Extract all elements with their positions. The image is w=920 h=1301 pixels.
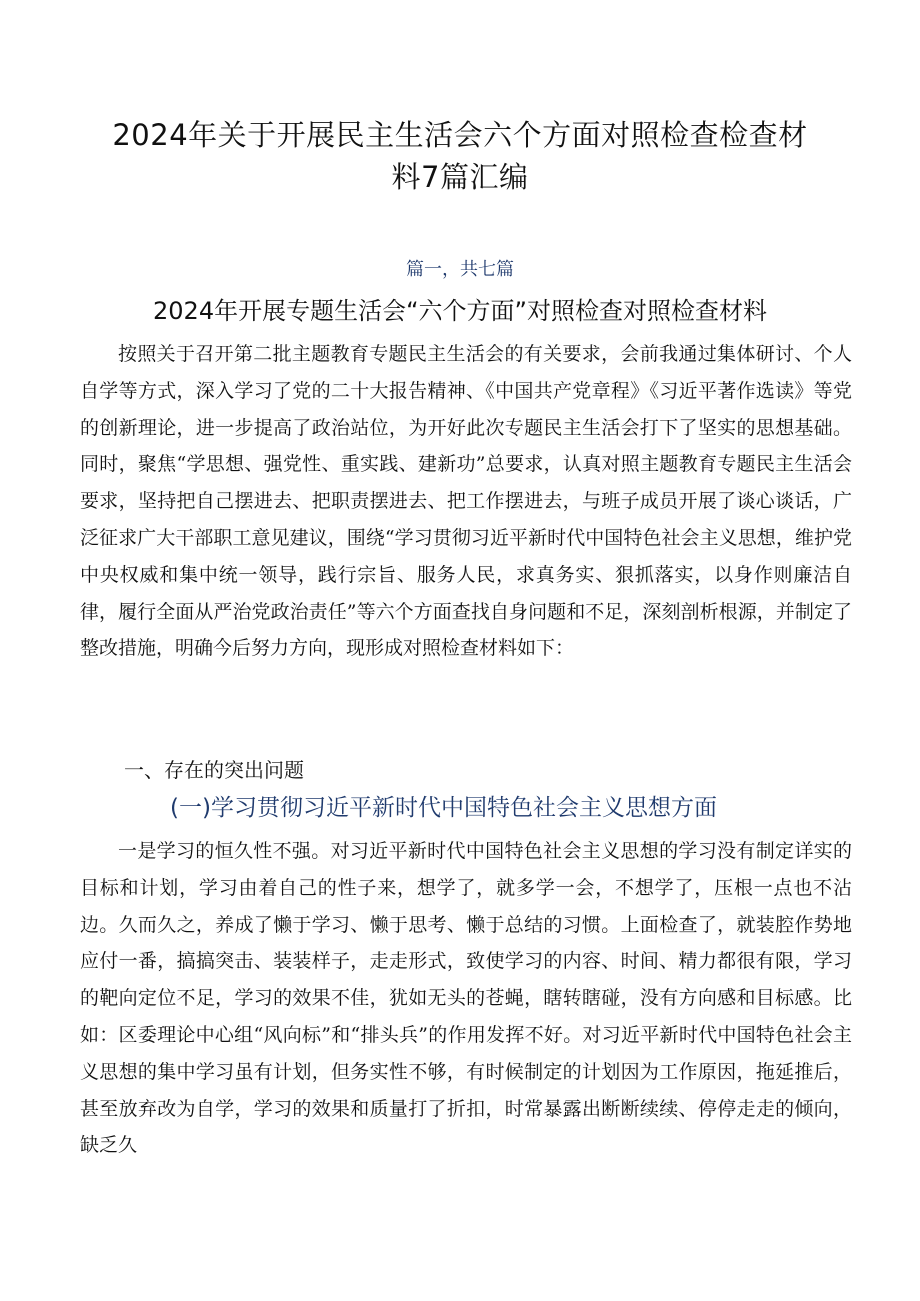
section-label: 篇一，共七篇: [406, 259, 514, 280]
document-title: 2024年关于开展民主生活会六个方面对照检查检查材料7篇汇编: [112, 118, 808, 194]
subsection-heading-study: (一)学习贯彻习近平新时代中国特色社会主义思想方面: [170, 795, 717, 821]
body-paragraph: 一是学习的恒久性不强。对习近平新时代中国特色社会主义思想的学习没有制定详实的目标和计划，学习由着自己的性子来，想学了，就多学一会，不想学了，压根一点也不沾边。久而久之，养成了懒于学习、懒于思考、懒于总结的习惯。上面检查了，就装腔作势地应付一番，搞搞突击、装装样子，走走形式，致使学习的内容、时间、精力都很有限，学习的靶向定位不足，学习的效果不佳，犹如无头的苍蝇，瞎转瞎碰，没有方向感和目标感。比如：区委理论中心组“风向标”和“排头兵”的作用发挥不好。对习近平新时代中国特色社会主义思想的集中学习虽有计划，但务实性不够，有时候制定的计划因为工作原因，拖延推后，甚至放弃改为自学，学习的效果和质量打了折扣，时常暴露出断断续续、停停走走的倾向，缺乏久: [80, 840, 852, 1157]
section-heading-problems: 一、存在的突出问题: [124, 758, 304, 782]
article-title: 2024年开展专题生活会“六个方面”对照检查对照检查材料: [153, 297, 767, 325]
intro-paragraph: 按照关于召开第二批主题教育专题民主生活会的有关要求，会前我通过集体研讨、个人自学等方式，深入学习了党的二十大报告精神、《中国共产党章程》《习近平著作选读》等党的创新理论，进一步提高了政治站位，为开好此次专题民主生活会打下了坚实的思想基础。同时，聚焦“学思想、强党性、重实践、建新功”总要求，认真对照主题教育专题民主生活会要求，坚持把自己摆进去、把职责摆进去、把工作摆进去，与班子成员开展了谈心谈话，广泛征求广大干部职工意见建议，围绕“学习贯彻习近平新时代中国特色社会主义思想，维护党中央权威和集中统一领导，践行宗旨、服务人民，求真务实、狠抓落实，以身作则廉洁自律，履行全面从严治党政治责任”等六个方面查找自身问题和不足，深刻剖析根源，并制定了整改措施，明确今后努力方向，现形成对照检查材料如下：: [80, 343, 852, 660]
